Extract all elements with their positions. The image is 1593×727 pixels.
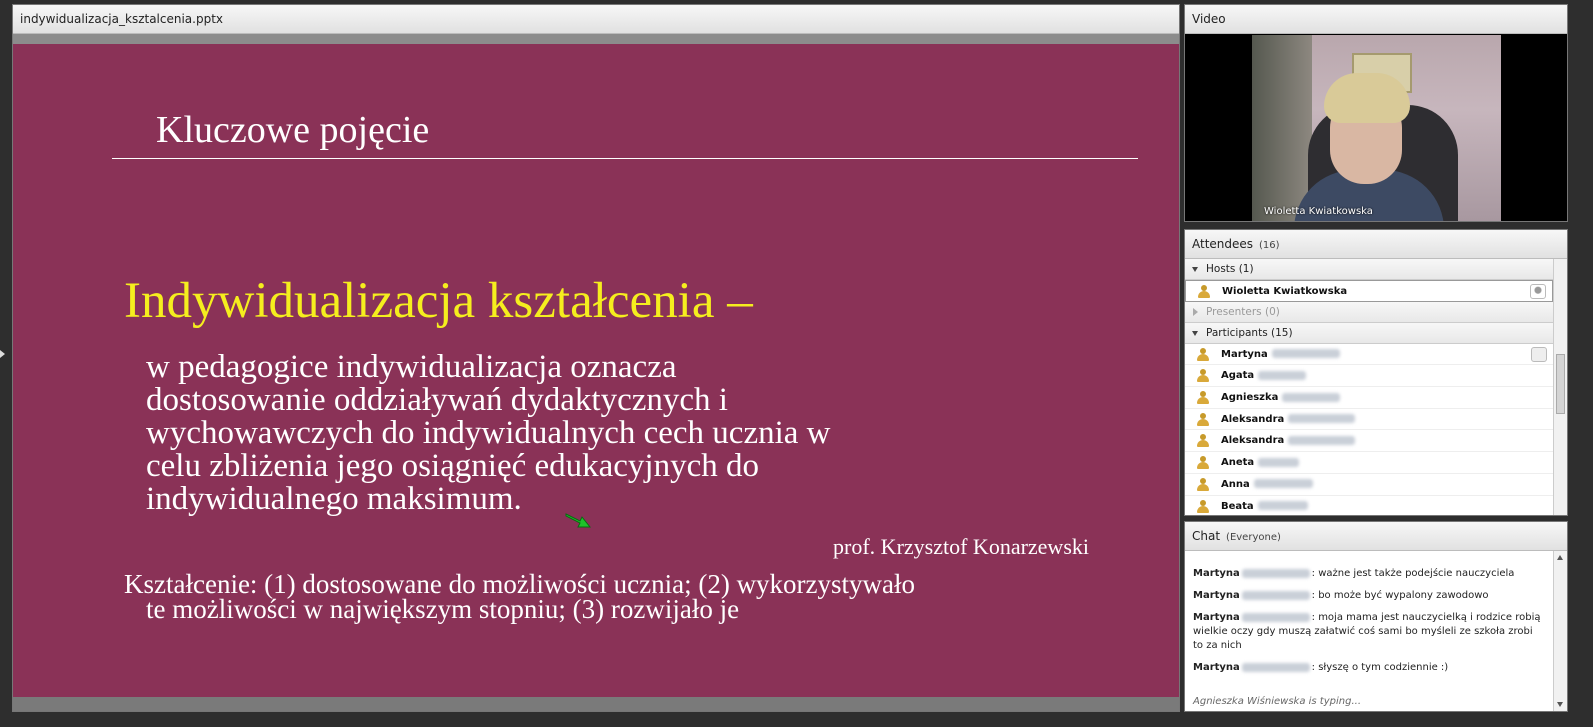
definition-line: indywidualnego maksimum. xyxy=(146,481,522,517)
slide-heading: Indywidualizacja kształcenia – xyxy=(124,273,753,329)
chat-messages xyxy=(1185,551,1553,711)
user-icon xyxy=(1197,500,1209,513)
slide-title: Kluczowe pojęcie xyxy=(156,109,430,151)
user-icon xyxy=(1197,413,1209,426)
participants-label: Participants (15) xyxy=(1206,326,1293,339)
participant-row[interactable] xyxy=(1185,496,1553,516)
host-row[interactable] xyxy=(1185,280,1553,302)
participant-row[interactable] xyxy=(1185,430,1553,452)
scroll-up-icon[interactable] xyxy=(1557,555,1563,560)
video-pod-title: Video xyxy=(1185,5,1567,34)
participant-first-name: Anna xyxy=(1221,478,1250,490)
participant-first-name: Beata xyxy=(1221,500,1254,512)
participant-row[interactable] xyxy=(1185,365,1553,387)
collapse-arrow-icon[interactable] xyxy=(1192,267,1198,272)
definition-line: w pedagogice indywidualizacja oznacza xyxy=(146,349,677,385)
scroll-down-icon[interactable] xyxy=(1557,702,1563,707)
attendees-count: (16) xyxy=(1259,240,1280,251)
chat-text: : słyszę o tym codziennie :) xyxy=(1311,662,1449,673)
share-pod-title: indywidualizacja_ksztalcenia.pptx xyxy=(13,5,1179,34)
host-user-icon xyxy=(1198,285,1210,298)
participant-first-name: Aleksandra xyxy=(1221,435,1285,447)
collapse-arrow-icon[interactable] xyxy=(1192,331,1198,336)
attendees-title: Attendees xyxy=(1192,237,1254,251)
participant-first-name: Agnieszka xyxy=(1221,392,1279,404)
slide-bullet xyxy=(124,569,1114,624)
attendee-list xyxy=(1185,259,1553,515)
chat-text: : bo może być wypalony zawodowo xyxy=(1311,590,1489,601)
participant-row[interactable] xyxy=(1185,452,1553,474)
user-icon xyxy=(1197,391,1209,404)
user-icon xyxy=(1197,456,1209,469)
typing-indicator: Agnieszka Wiśniewska is typing... xyxy=(1193,696,1361,707)
participant-last-name-blurred xyxy=(1272,349,1340,358)
share-toolbar-strip xyxy=(13,34,1179,44)
chat-message xyxy=(1193,611,1545,653)
bullet-line: te możliwości w największym stopniu; (3) rozwijało je xyxy=(146,594,740,624)
presentation-slide xyxy=(13,44,1179,697)
chat-message xyxy=(1193,661,1545,675)
chat-pod-header xyxy=(1185,522,1567,551)
webcam-feed[interactable] xyxy=(1252,35,1501,221)
participant-last-name-blurred xyxy=(1258,371,1306,380)
chat-sender: Martyna xyxy=(1193,662,1240,673)
participant-last-name-blurred xyxy=(1258,458,1298,467)
definition-line: wychowawczych do indywidualnych cech ucznia w xyxy=(146,415,831,451)
expand-handle-icon[interactable] xyxy=(0,350,5,358)
participant-first-name: Aneta xyxy=(1221,457,1255,469)
expand-arrow-icon[interactable] xyxy=(1193,308,1198,316)
hosts-label: Hosts (1) xyxy=(1206,263,1254,275)
attendees-pod-header xyxy=(1185,230,1567,259)
definition-line: celu zbliżenia jego osiągnięć edukacyjnych do xyxy=(146,448,759,484)
participant-first-name: Aleksandra xyxy=(1221,413,1285,425)
hosts-group[interactable] xyxy=(1185,259,1553,280)
participant-last-name-blurred xyxy=(1258,501,1308,510)
chat-sender-blurred xyxy=(1242,591,1310,600)
attendees-pod xyxy=(1184,229,1568,516)
video-participant-name: Wioletta Kwiatkowska xyxy=(1264,206,1373,217)
chat-text: : moja mama jest nauczycielką i rodzice robią wielkie oczy gdy muszą załatwić coś sami bo myśleli ze szkoła zrobi to za nich xyxy=(1193,612,1541,651)
share-footer xyxy=(13,697,1179,711)
title-divider xyxy=(112,158,1138,159)
participant-last-name-blurred xyxy=(1288,436,1355,445)
participant-last-name-blurred xyxy=(1282,393,1340,402)
slide-definition xyxy=(146,351,1086,516)
attendee-scrollbar[interactable] xyxy=(1553,259,1567,515)
participant-last-name-blurred xyxy=(1254,479,1313,488)
scrollbar-thumb[interactable] xyxy=(1556,354,1565,414)
pointer-arrow-icon xyxy=(564,511,594,529)
chat-sender: Martyna xyxy=(1193,568,1240,579)
participant-row[interactable] xyxy=(1185,409,1553,431)
participant-first-name: Martyna xyxy=(1221,348,1268,360)
microphone-icon xyxy=(1530,284,1546,299)
chat-sender: Martyna xyxy=(1193,590,1240,601)
chat-sender-blurred xyxy=(1242,613,1310,622)
share-pod xyxy=(12,4,1180,712)
definition-line: dostosowanie oddziaływań dydaktycznych i xyxy=(146,382,728,418)
slide-author: prof. Krzysztof Konarzewski xyxy=(833,534,1089,559)
video-area xyxy=(1185,34,1567,221)
user-icon xyxy=(1197,434,1209,447)
chat-text: : ważne jest także podejście nauczyciela xyxy=(1311,568,1515,579)
chat-pod xyxy=(1184,521,1568,712)
participant-first-name: Agata xyxy=(1221,370,1255,382)
host-name: Wioletta Kwiatkowska xyxy=(1222,286,1348,297)
participants-group[interactable] xyxy=(1185,323,1553,344)
chat-sender: Martyna xyxy=(1193,612,1240,623)
chat-sender-blurred xyxy=(1242,569,1310,578)
chat-sender-blurred xyxy=(1242,663,1310,672)
presenters-label: Presenters (0) xyxy=(1206,305,1280,318)
participant-row[interactable] xyxy=(1185,474,1553,496)
status-icon xyxy=(1531,347,1547,362)
chat-scrollbar[interactable] xyxy=(1553,551,1567,711)
participant-last-name-blurred xyxy=(1288,414,1355,423)
video-pod xyxy=(1184,4,1568,222)
chat-message xyxy=(1193,567,1545,581)
bullet-line: Kształcenie: (1) dostosowane do możliwości ucznia; (2) wykorzystywało xyxy=(124,569,916,599)
presenters-group[interactable] xyxy=(1185,302,1553,323)
chat-message xyxy=(1193,589,1545,603)
participant-row[interactable] xyxy=(1185,387,1553,409)
chat-title: Chat xyxy=(1192,529,1221,543)
user-icon xyxy=(1197,369,1209,382)
participant-row[interactable] xyxy=(1185,344,1553,366)
user-icon xyxy=(1197,478,1209,491)
chat-scope[interactable]: (Everyone) xyxy=(1226,532,1281,543)
user-icon xyxy=(1197,348,1209,361)
